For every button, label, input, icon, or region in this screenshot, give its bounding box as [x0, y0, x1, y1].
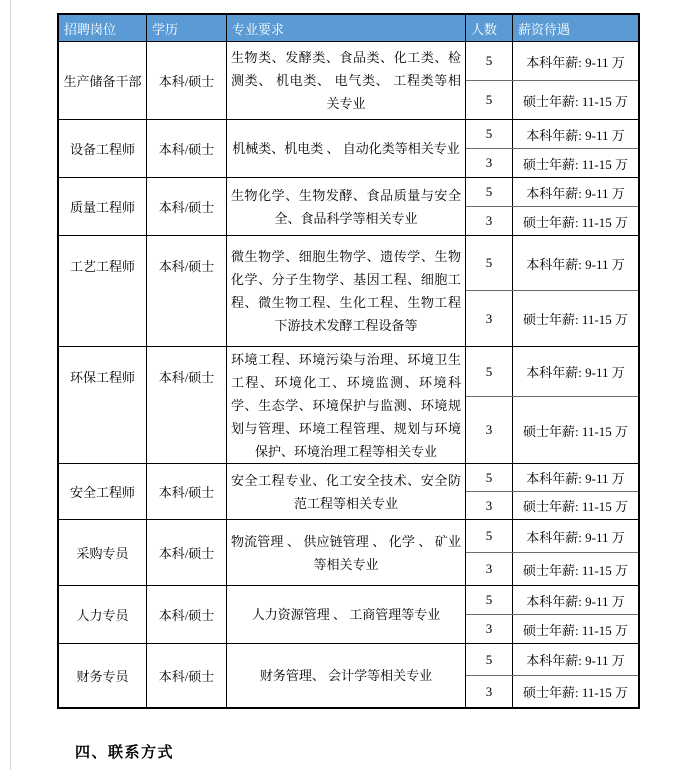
sub-row [466, 120, 638, 149]
majors-cell [227, 464, 466, 519]
header-major-req: 专业要求 [227, 15, 466, 41]
headcount-cell: 3 [466, 149, 513, 177]
sub-row [466, 81, 638, 119]
headcount-cell: 3 [466, 397, 513, 463]
headcount-cell: 5 [466, 120, 513, 148]
salary-cell: 硕士年薪: 11-15 万 [523, 312, 628, 327]
education-cell: 本科/硕士 [147, 42, 227, 119]
table-row [59, 463, 638, 519]
salary-cell: 本科年薪: 9-11 万 [526, 529, 625, 545]
recruitment-table [57, 13, 640, 709]
sub-row [466, 178, 638, 207]
salary-cell: 本科年薪: 9-11 万 [526, 471, 625, 486]
majors-cell [227, 120, 466, 177]
position-cell: 采购专员 [59, 520, 147, 585]
table-row [59, 519, 638, 585]
headcount-cell: 5 [466, 236, 513, 290]
majors-text: 生物化学、生物发酵、食品质量与安全全、食品科学等相关专业 [231, 187, 461, 226]
majors-cell [227, 347, 466, 463]
position-cell: 质量工程师 [59, 178, 147, 235]
position-cell: 设备工程师 [59, 120, 147, 177]
salary-cell: 本科年薪: 9-11 万 [526, 54, 625, 70]
majors-text: 生物类、发酵类、食品类、化工类、检测类、 机电类、 电气类、 工程类等相关专业 [231, 50, 461, 111]
majors-cell [227, 586, 466, 643]
headcount-cell: 3 [466, 676, 513, 707]
sub-row [466, 676, 638, 707]
education-cell: 本科/硕士 [147, 464, 227, 519]
headcount-cell: 5 [466, 520, 513, 552]
headcount-cell: 5 [466, 586, 513, 614]
education-cell: 本科/硕士 [147, 586, 227, 643]
sub-row [466, 347, 638, 397]
education-cell: 本科/硕士 [147, 520, 227, 585]
majors-cell [227, 520, 466, 585]
salary-cell: 硕士年薪: 11-15 万 [523, 214, 628, 230]
headcount-cell: 3 [466, 553, 513, 585]
table-row [59, 119, 638, 177]
table-header-row [59, 15, 638, 41]
education-cell: 本科/硕士 [147, 236, 227, 346]
majors-text: 安全工程专业、化工安全技术、安全防范工程等相关专业 [231, 472, 461, 511]
sub-row [466, 291, 638, 346]
salary-cell: 硕士年薪: 11-15 万 [523, 562, 628, 578]
salary-cell: 硕士年薪: 11-15 万 [523, 156, 628, 172]
salary-cell: 硕士年薪: 11-15 万 [523, 93, 628, 109]
headcount-cell: 3 [466, 291, 513, 346]
majors-cell [227, 236, 466, 346]
count-salary-group [466, 644, 638, 707]
table-row [59, 346, 638, 463]
sub-row [466, 207, 638, 235]
count-salary-group [466, 42, 638, 119]
table-row [59, 643, 638, 707]
sub-row [466, 464, 638, 492]
position-cell: 生产储备干部 [59, 42, 147, 119]
education-cell: 本科/硕士 [147, 347, 227, 463]
headcount-cell: 5 [466, 644, 513, 675]
position-cell: 财务专员 [59, 644, 147, 707]
count-salary-group [466, 236, 638, 346]
count-salary-group [466, 520, 638, 585]
education-cell: 本科/硕士 [147, 120, 227, 177]
salary-cell: 本科年薪: 9-11 万 [526, 653, 625, 668]
sub-row [466, 492, 638, 519]
section-heading: 四、联系方式 [75, 745, 175, 761]
headcount-cell: 5 [466, 347, 513, 396]
sub-row [466, 644, 638, 676]
table-row [59, 235, 638, 346]
majors-text: 人力资源管理 、 工商管理等专业 [251, 607, 441, 622]
salary-cell: 硕士年薪: 11-15 万 [523, 685, 628, 700]
majors-text: 微生物学、细胞生物学、遗传学、生物化学、分子生物学、基因工程、细胞工程、微生物工程、生化工程、生物工程下游技术发酵工程设备等 [231, 249, 461, 333]
education-cell: 本科/硕士 [147, 644, 227, 707]
salary-cell: 本科年薪: 9-11 万 [526, 593, 625, 609]
majors-cell [227, 42, 466, 119]
position-cell: 工艺工程师 [59, 236, 147, 346]
count-salary-group [466, 586, 638, 643]
majors-cell [227, 178, 466, 235]
headcount-cell: 3 [466, 615, 513, 643]
majors-text: 物流管理 、 供应链管理 、 化学 、 矿业 等相关专业 [231, 533, 461, 572]
sub-row [466, 149, 638, 177]
table-row [59, 41, 638, 119]
salary-cell: 本科年薪: 9-11 万 [526, 365, 625, 380]
headcount-cell: 5 [466, 42, 513, 80]
position-cell: 环保工程师 [59, 347, 147, 463]
headcount-cell: 3 [466, 492, 513, 519]
headcount-cell: 5 [466, 464, 513, 491]
salary-cell: 本科年薪: 9-11 万 [526, 256, 625, 272]
majors-text: 环境工程、环境污染与治理、环境卫生工程、环境化工、环境监测、环境科学、生态学、环境保护与监测、环境规划与管理、环境工程管理、规划与环境保护、环境治理工程等相关专业 [231, 351, 461, 459]
majors-text: 财务管理、 会计学等相关专业 [259, 668, 433, 683]
sub-row [466, 397, 638, 463]
salary-cell: 硕士年薪: 11-15 万 [523, 499, 628, 514]
count-salary-group [466, 464, 638, 519]
sub-row [466, 42, 638, 81]
majors-cell [227, 644, 466, 707]
headcount-cell: 5 [466, 81, 513, 119]
position-cell: 人力专员 [59, 586, 147, 643]
sub-row [466, 236, 638, 291]
count-salary-group [466, 178, 638, 235]
salary-cell: 硕士年薪: 11-15 万 [523, 622, 628, 638]
header-position: 招聘岗位 [59, 15, 147, 41]
salary-cell: 本科年薪: 9-11 万 [526, 127, 625, 143]
table-row [59, 585, 638, 643]
header-education: 学历 [147, 15, 227, 41]
header-headcount: 人数 [466, 15, 513, 41]
sub-row [466, 520, 638, 553]
count-salary-group [466, 120, 638, 177]
majors-text: 机械类、机电类 、 自动化类等相关专业 [232, 141, 460, 156]
table-row [59, 177, 638, 235]
headcount-cell: 3 [466, 207, 513, 235]
count-salary-group [466, 347, 638, 463]
sub-row [466, 586, 638, 615]
page-margin-line [10, 0, 11, 770]
table-body [59, 41, 638, 707]
position-cell: 安全工程师 [59, 464, 147, 519]
sub-row [466, 553, 638, 585]
header-salary: 薪资待遇 [518, 21, 571, 37]
sub-row [466, 615, 638, 643]
education-cell: 本科/硕士 [147, 178, 227, 235]
headcount-cell: 5 [466, 178, 513, 206]
salary-cell: 本科年薪: 9-11 万 [526, 185, 625, 201]
salary-cell: 硕士年薪: 11-15 万 [523, 423, 628, 439]
